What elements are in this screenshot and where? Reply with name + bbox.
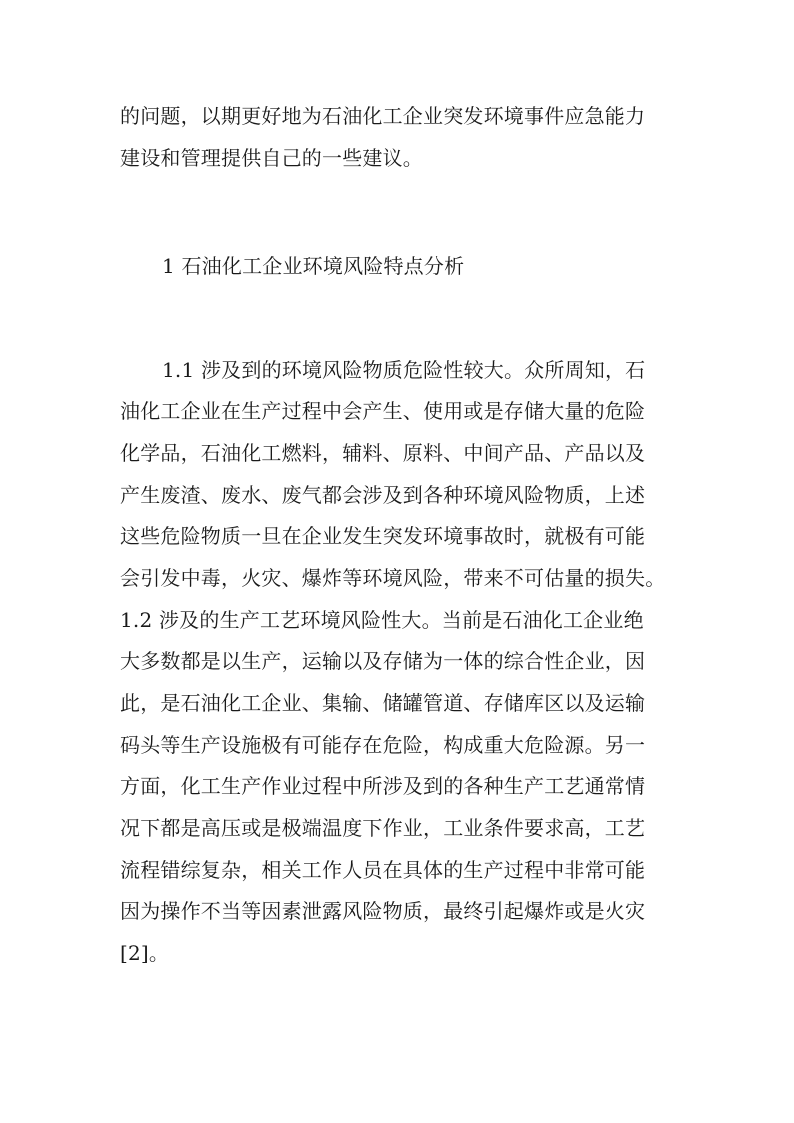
- body-line: [2]。: [120, 941, 170, 965]
- section-heading: 1 石油化工企业环境风险特点分析: [162, 254, 465, 278]
- body-line: 流程错综复杂，相关工作人员在具体的生产过程中非常可能: [120, 858, 646, 882]
- body-line: 因为操作不当等因素泄露风险物质，最终引起爆炸或是火灾: [120, 899, 646, 923]
- body-line: 此，是石油化工企业、集输、储罐管道、存储库区以及运输: [120, 691, 646, 715]
- body-line: 码头等生产设施极有可能存在危险，构成重大危险源。另一: [120, 733, 646, 757]
- body-line: 化学品，石油化工燃料，辅料、原料、中间产品、产品以及: [120, 441, 646, 465]
- body-line: 会引发中毒，火灾、爆炸等环境风险，带来不可估量的损失。: [120, 566, 666, 590]
- body-line: 况下都是高压或是极端温度下作业，工业条件要求高，工艺: [120, 816, 646, 840]
- body-line: 1.1 涉及到的环境风险物质危险性较大。众所周知，石: [162, 358, 646, 382]
- body-line: 油化工企业在生产过程中会产生、使用或是存储大量的危险: [120, 399, 646, 423]
- body-line: 1.2 涉及的生产工艺环境风险性大。当前是石油化工企业绝: [120, 608, 644, 632]
- body-line: 大多数都是以生产，运输以及存储为一体的综合性企业，因: [120, 649, 646, 673]
- intro-line-1: 的问题，以期更好地为石油化工企业突发环境事件应急能力: [120, 104, 646, 128]
- intro-line-2: 建设和管理提供自己的一些建议。: [120, 146, 423, 170]
- body-line: 这些危险物质一旦在企业发生突发环境事故时，就极有可能: [120, 524, 646, 548]
- body-line: 方面，化工生产作业过程中所涉及到的各种生产工艺通常情: [120, 774, 646, 798]
- body-line: 产生废渣、废水、废气都会涉及到各种环境风险物质，上述: [120, 483, 646, 507]
